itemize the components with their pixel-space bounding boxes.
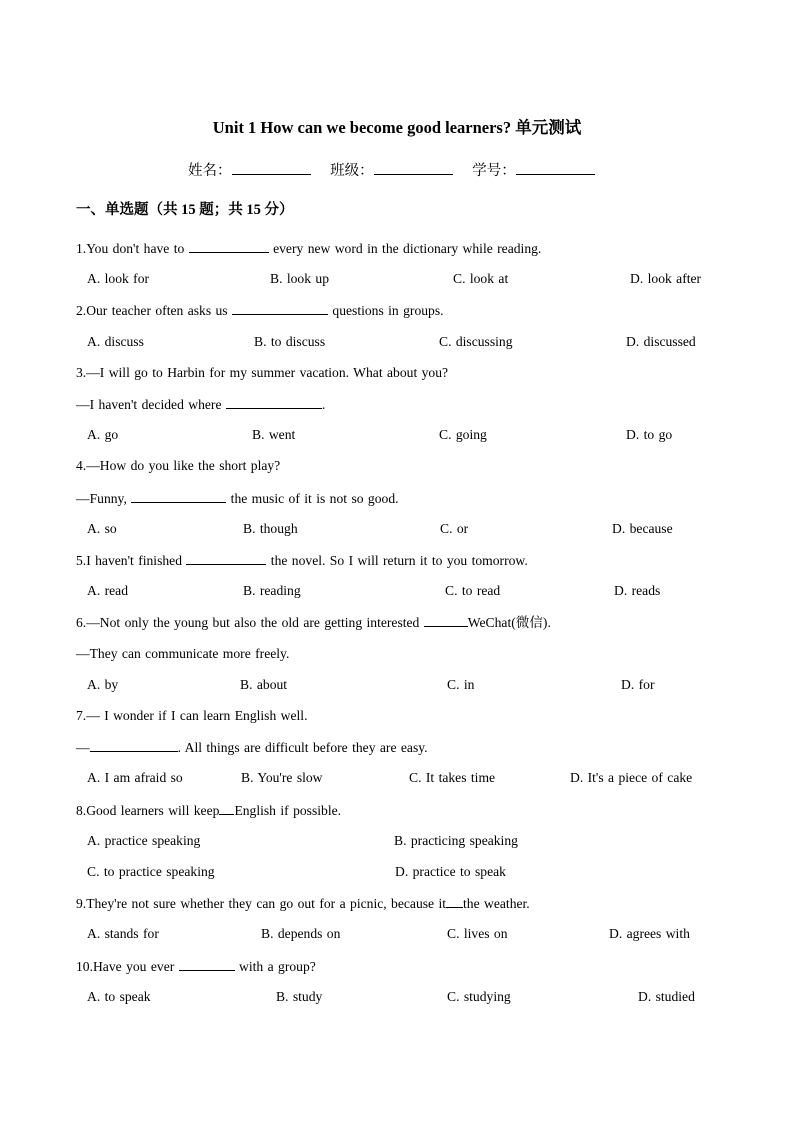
stem-text: 2.Our teacher often asks us — [76, 303, 232, 318]
question-7-stem — [76, 738, 428, 757]
question-2-option-c[interactable]: C. discussing — [439, 334, 513, 349]
question-5-option-d[interactable]: D. reads — [614, 583, 661, 598]
answer-blank[interactable] — [232, 301, 328, 315]
class-field[interactable] — [374, 159, 453, 175]
question-6-stem — [76, 613, 551, 632]
question-2-option-a[interactable]: A. discuss — [87, 334, 144, 349]
question-1-option-a[interactable]: A. look for — [87, 271, 150, 286]
question-9-option-d[interactable]: D. agrees with — [609, 926, 690, 941]
stem-text: WeChat(微信). — [467, 615, 551, 630]
question-9-option-a[interactable]: A. stands for — [87, 926, 159, 941]
question-9-stem — [76, 894, 530, 913]
answer-blank[interactable] — [90, 738, 178, 752]
stem-text: . — [321, 397, 326, 412]
question-8-option-a[interactable]: A. practice speaking — [87, 833, 201, 848]
question-7-option-a[interactable]: A. I am afraid so — [87, 770, 183, 785]
stem-text: the novel. So I will return it to you tomorrow. — [266, 553, 528, 568]
stem-text: 6.—Not only the young but also the old are getting interested — [76, 615, 424, 630]
stem-text: . All things are difficult before they are easy. — [177, 740, 428, 755]
question-1-option-c[interactable]: C. look at — [453, 271, 509, 286]
question-5-option-c[interactable]: C. to read — [445, 583, 501, 598]
question-9-option-c[interactable]: C. lives on — [447, 926, 508, 941]
question-6-option-c[interactable]: C. in — [447, 677, 475, 692]
stem-text: English if possible. — [234, 803, 342, 818]
stem-text: 9.They're not sure whether they can go out for a picnic, because it — [76, 896, 447, 911]
question-4-stem — [76, 489, 399, 508]
question-7-option-b[interactable]: B. You're slow — [241, 770, 323, 785]
question-2-option-d[interactable]: D. discussed — [626, 334, 696, 349]
question-6-option-d[interactable]: D. for — [621, 677, 655, 692]
question-2-option-b[interactable]: B. to discuss — [254, 334, 326, 349]
id-field[interactable] — [516, 159, 595, 175]
name-field[interactable] — [232, 159, 311, 175]
question-3-option-b[interactable]: B. went — [252, 427, 296, 442]
question-3-option-d[interactable]: D. to go — [626, 427, 673, 442]
answer-blank[interactable] — [219, 801, 234, 815]
question-1-option-d[interactable]: D. look after — [630, 271, 702, 286]
student-info-row — [188, 159, 618, 181]
question-6-stem-line2: —They can communicate more freely. — [76, 646, 290, 661]
stem-text: the weather. — [463, 896, 530, 911]
stem-text: every new word in the dictionary while reading. — [268, 241, 542, 256]
question-2-stem — [76, 301, 444, 320]
question-3-option-c[interactable]: C. going — [439, 427, 487, 442]
question-8-option-b[interactable]: B. practicing speaking — [394, 833, 518, 848]
stem-text: —I haven't decided where — [76, 397, 226, 412]
question-4-option-c[interactable]: C. or — [440, 521, 469, 536]
question-10-option-d[interactable]: D. studied — [638, 989, 695, 1004]
question-9-option-b[interactable]: B. depends on — [261, 926, 341, 941]
stem-text: 8.Good learners will keep — [76, 803, 220, 818]
name-label: 姓名： — [188, 163, 232, 179]
question-4-stem-line1: 4.—How do you like the short play? — [76, 458, 281, 473]
question-7-option-d[interactable]: D. It's a piece of cake — [570, 770, 693, 785]
answer-blank[interactable] — [226, 395, 322, 409]
answer-blank[interactable] — [446, 894, 463, 908]
question-6-option-a[interactable]: A. by — [87, 677, 119, 692]
page-title: Unit 1 How can we become good learners? 单元测试 — [212, 118, 582, 137]
question-4-option-b[interactable]: B. though — [243, 521, 298, 536]
stem-text: with a group? — [234, 959, 316, 974]
question-10-stem — [76, 957, 316, 976]
question-4-option-d[interactable]: D. because — [612, 521, 673, 536]
question-3-stem — [76, 395, 325, 414]
question-7-stem-line1: 7.— I wonder if I can learn English well. — [76, 708, 308, 723]
answer-blank[interactable] — [424, 613, 468, 627]
question-1-option-b[interactable]: B. look up — [270, 271, 330, 286]
stem-text: the music of it is not so good. — [226, 491, 399, 506]
stem-text: —Funny, — [76, 491, 132, 506]
question-10-option-b[interactable]: B. study — [276, 989, 323, 1004]
stem-text: — — [76, 740, 90, 755]
question-10-option-c[interactable]: C. studying — [447, 989, 511, 1004]
question-5-option-a[interactable]: A. read — [87, 583, 129, 598]
section-title: 一、单选题（共 15 题；共 15 分） — [76, 202, 294, 218]
question-3-option-a[interactable]: A. go — [87, 427, 119, 442]
question-10-option-a[interactable]: A. to speak — [87, 989, 151, 1004]
answer-blank[interactable] — [179, 957, 235, 971]
question-8-stem — [76, 801, 341, 820]
id-label: 学号： — [472, 163, 516, 179]
question-5-stem — [76, 551, 528, 570]
stem-text: 1.You don't have to — [76, 241, 189, 256]
question-3-stem-line1: 3.—I will go to Harbin for my summer vacation. What about you? — [76, 365, 449, 380]
question-8-option-d[interactable]: D. practice to speak — [395, 864, 506, 879]
answer-blank[interactable] — [189, 239, 269, 253]
stem-text: 10.Have you ever — [76, 959, 179, 974]
question-1-stem — [76, 239, 541, 258]
answer-blank[interactable] — [186, 551, 266, 565]
question-4-option-a[interactable]: A. so — [87, 521, 117, 536]
answer-blank[interactable] — [131, 489, 226, 503]
question-7-option-c[interactable]: C. It takes time — [409, 770, 496, 785]
question-8-option-c[interactable]: C. to practice speaking — [87, 864, 215, 879]
stem-text: 5.I haven't finished — [76, 553, 187, 568]
stem-text: questions in groups. — [328, 303, 444, 318]
class-label: 班级： — [330, 163, 374, 179]
question-6-option-b[interactable]: B. about — [240, 677, 288, 692]
question-5-option-b[interactable]: B. reading — [243, 583, 301, 598]
